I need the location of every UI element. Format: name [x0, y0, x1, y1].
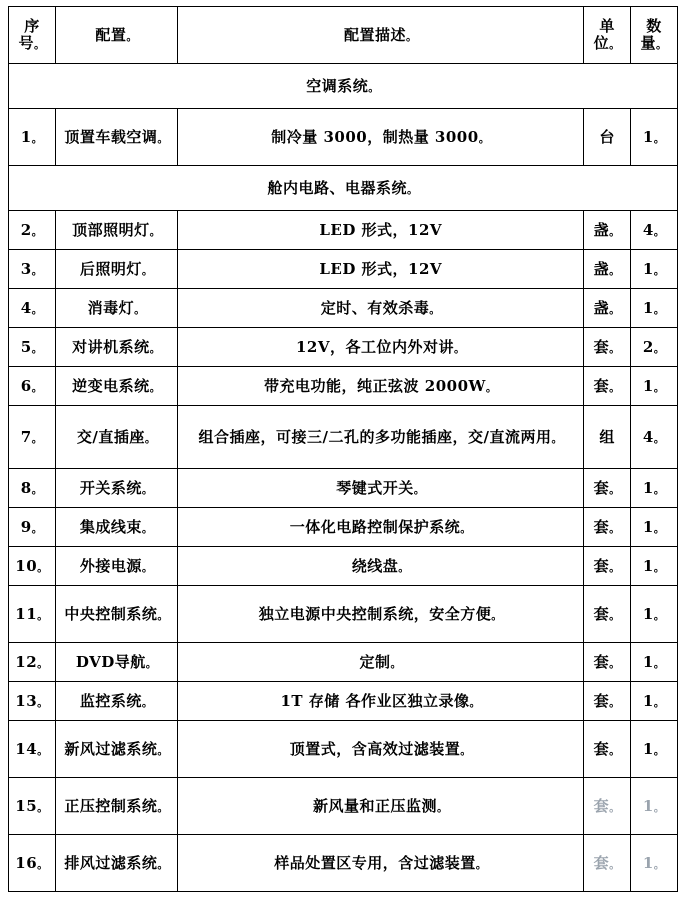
- cell-qty: 2。: [631, 328, 678, 367]
- cell-no: 13。: [9, 682, 56, 721]
- cell-qty: 1。: [631, 835, 678, 892]
- configuration-table: [8, 6, 678, 892]
- cell-unit: 套。: [584, 508, 631, 547]
- cell-name: 集成线束。: [55, 508, 177, 547]
- cell-unit: 台: [584, 109, 631, 166]
- section-title-label: 舱内电路、电器系统: [267, 178, 407, 197]
- cell-no: 10。: [9, 547, 56, 586]
- cell-no: 9。: [9, 508, 56, 547]
- cell-unit: 套。: [584, 721, 631, 778]
- cell-name: 对讲机系统。: [55, 328, 177, 367]
- cell-name: 正压控制系统。: [55, 778, 177, 835]
- cell-qty: 1。: [631, 547, 678, 586]
- table-row: [9, 328, 678, 367]
- cell-qty: 4。: [631, 406, 678, 469]
- cell-no: 1。: [9, 109, 56, 166]
- cell-name: 后照明灯。: [55, 250, 177, 289]
- cell-unit: 套。: [584, 643, 631, 682]
- header-label-name: 配置: [95, 25, 127, 44]
- cell-unit: 套。: [584, 328, 631, 367]
- cell-qty: 1。: [631, 289, 678, 328]
- cell-no: 8。: [9, 469, 56, 508]
- cell-qty: 1。: [631, 469, 678, 508]
- cell-desc: 样品处置区专用，含过滤装置。: [178, 835, 584, 892]
- header-label-desc: 配置描述: [343, 25, 406, 44]
- cell-unit: 套。: [584, 469, 631, 508]
- cell-no: 14。: [9, 721, 56, 778]
- cell-no: 16。: [9, 835, 56, 892]
- cell-name: 顶部照明灯。: [55, 211, 177, 250]
- table-row: [9, 289, 678, 328]
- cell-desc: 定时、有效杀毒。: [178, 289, 584, 328]
- section-header-row: [9, 166, 678, 211]
- cell-no: 4。: [9, 289, 56, 328]
- cell-no: 15。: [9, 778, 56, 835]
- cell-desc: 顶置式，含高效过滤装置。: [178, 721, 584, 778]
- table-row: [9, 586, 678, 643]
- cell-no: 11。: [9, 586, 56, 643]
- cell-qty: 1。: [631, 367, 678, 406]
- cell-no: 7。: [9, 406, 56, 469]
- cell-qty: 1。: [631, 508, 678, 547]
- table-row: [9, 211, 678, 250]
- header-cell-no: 序号。: [9, 7, 56, 64]
- cell-name: 新风过滤系统。: [55, 721, 177, 778]
- cell-desc: 12V，各工位内外对讲。: [178, 328, 584, 367]
- header-label-qty: 数量: [640, 16, 662, 52]
- cell-unit: 盏。: [584, 211, 631, 250]
- cell-name: 外接电源。: [55, 547, 177, 586]
- table-row: [9, 778, 678, 835]
- cell-no: 2。: [9, 211, 56, 250]
- cell-desc: 琴键式开关。: [178, 469, 584, 508]
- cell-qty: 1。: [631, 682, 678, 721]
- header-cell-unit: 单位。: [584, 7, 631, 64]
- cell-unit: 套。: [584, 586, 631, 643]
- cell-qty: 1。: [631, 721, 678, 778]
- section-title: 舱内电路、电器系统。: [9, 166, 678, 211]
- cell-name: DVD导航。: [55, 643, 177, 682]
- cell-qty: 1。: [631, 778, 678, 835]
- table-row: [9, 109, 678, 166]
- cell-desc: 1T 存储 各作业区独立录像。: [178, 682, 584, 721]
- section-title-label: 空调系统: [306, 76, 369, 95]
- cell-desc: LED 形式，12V: [178, 250, 584, 289]
- cell-unit: 盏。: [584, 289, 631, 328]
- cell-name: 监控系统。: [55, 682, 177, 721]
- table-row: [9, 721, 678, 778]
- table-header-row: [9, 7, 678, 64]
- header-label-no: 序号: [18, 16, 40, 52]
- cell-name: 逆变电系统。: [55, 367, 177, 406]
- cell-qty: 1。: [631, 586, 678, 643]
- cell-qty: 4。: [631, 211, 678, 250]
- cell-name: 顶置车载空调。: [55, 109, 177, 166]
- cell-no: 12。: [9, 643, 56, 682]
- cell-desc: 新风量和正压监测。: [178, 778, 584, 835]
- cell-no: 5。: [9, 328, 56, 367]
- table-row: [9, 250, 678, 289]
- section-title: 空调系统。: [9, 64, 678, 109]
- cell-desc: 一体化电路控制保护系统。: [178, 508, 584, 547]
- cell-desc: LED 形式，12V: [178, 211, 584, 250]
- table-row: [9, 547, 678, 586]
- cell-desc: 带充电功能，纯正弦波 2000W。: [178, 367, 584, 406]
- header-cell-desc: 配置描述。: [178, 7, 584, 64]
- header-cell-qty: 数量。: [631, 7, 678, 64]
- cell-qty: 1。: [631, 109, 678, 166]
- cell-desc: 制冷量 3000，制热量 3000。: [178, 109, 584, 166]
- table-row: [9, 682, 678, 721]
- table-row: [9, 835, 678, 892]
- header-label-unit: 单位: [593, 16, 615, 52]
- cell-name: 中央控制系统。: [55, 586, 177, 643]
- cell-unit: 组: [584, 406, 631, 469]
- cell-desc: 定制。: [178, 643, 584, 682]
- table-row: [9, 508, 678, 547]
- section-header-row: [9, 64, 678, 109]
- table-row: [9, 406, 678, 469]
- cell-unit: 套。: [584, 682, 631, 721]
- table-row: [9, 643, 678, 682]
- cell-no: 3。: [9, 250, 56, 289]
- header-cell-name: 配置。: [55, 7, 177, 64]
- cell-unit: 套。: [584, 547, 631, 586]
- cell-qty: 1。: [631, 643, 678, 682]
- cell-name: 排风过滤系统。: [55, 835, 177, 892]
- cell-name: 交/直插座。: [55, 406, 177, 469]
- cell-desc: 独立电源中央控制系统，安全方便。: [178, 586, 584, 643]
- table-row: [9, 367, 678, 406]
- cell-qty: 1。: [631, 250, 678, 289]
- cell-name: 消毒灯。: [55, 289, 177, 328]
- cell-unit: 套。: [584, 367, 631, 406]
- table-row: [9, 469, 678, 508]
- cell-no: 6。: [9, 367, 56, 406]
- cell-name: 开关系统。: [55, 469, 177, 508]
- cell-unit: 盏。: [584, 250, 631, 289]
- cell-unit: 套。: [584, 835, 631, 892]
- cell-desc: 绕线盘。: [178, 547, 584, 586]
- cell-unit: 套。: [584, 778, 631, 835]
- cell-desc: 组合插座，可接三/二孔的多功能插座，交/直流两用。: [178, 406, 584, 469]
